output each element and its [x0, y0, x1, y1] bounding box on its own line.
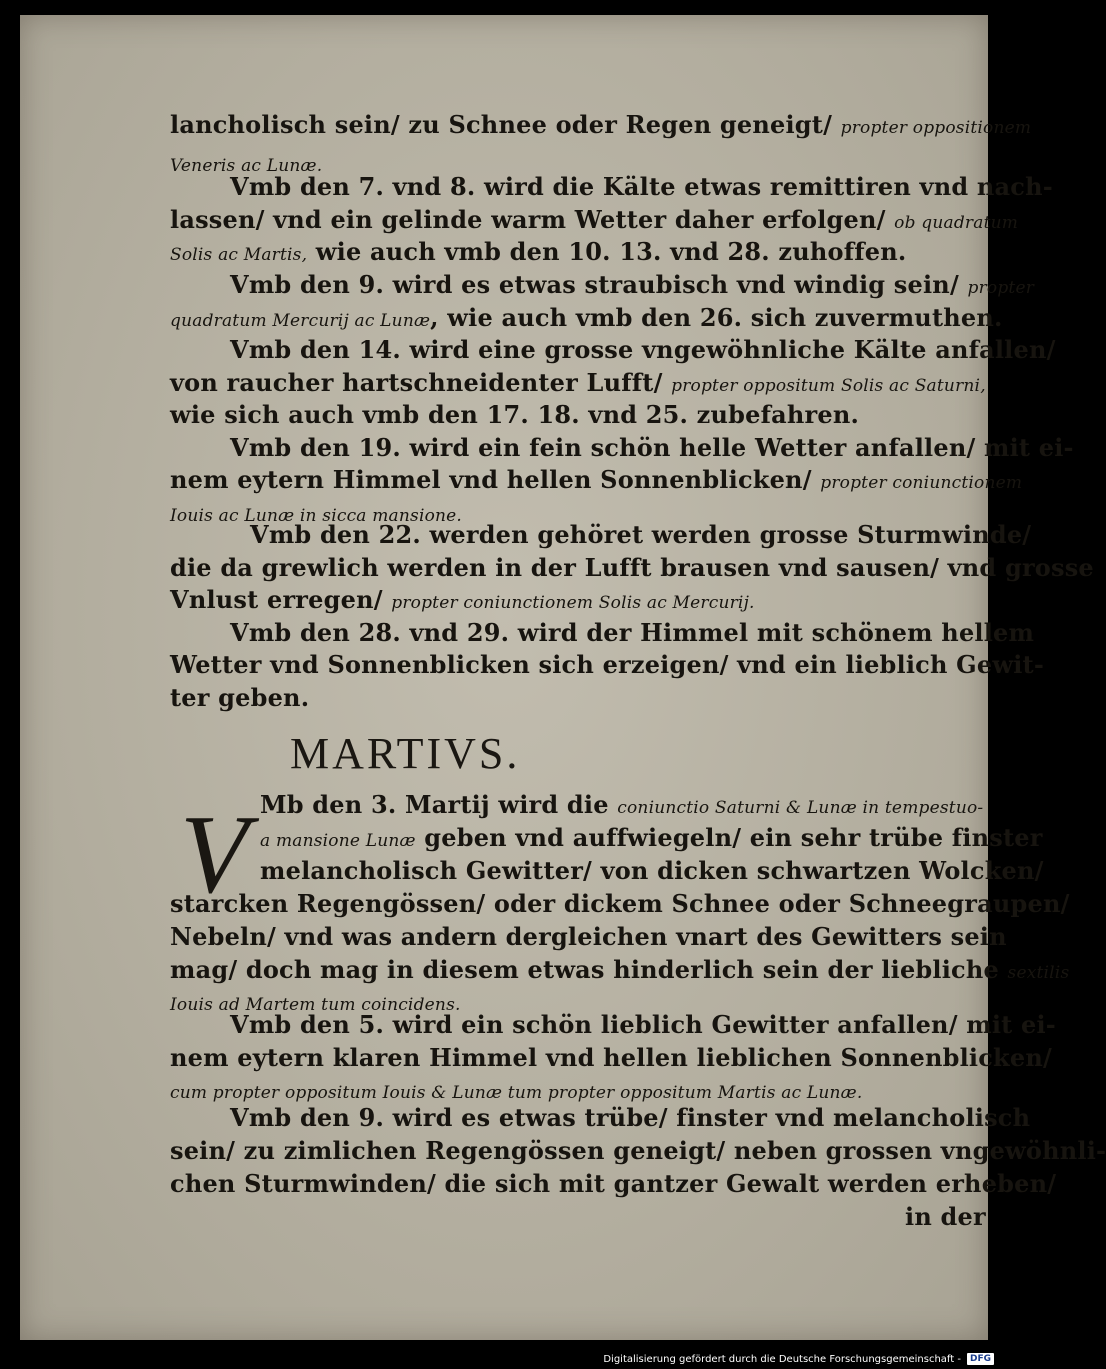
text-line: melancholisch Gewitter/ von dicken schwartzen Wolcken/ — [260, 856, 1044, 885]
text-line: Vmb den 14. wird eine grosse vngewöhnliche Kälte anfallen/ — [230, 335, 1056, 364]
book-page — [20, 15, 1106, 1340]
text-line: die da grewlich werden in der Lufft brausen vnd sausen/ vnd grosse — [170, 553, 1094, 582]
text-line: Iouis ac Lunæ in sicca mansione. — [170, 506, 463, 526]
text-line: starcken Regengössen/ oder dickem Schnee oder Schneegraupen/ — [170, 889, 1070, 918]
text-line: von raucher hartschneidenter Lufft/ propter oppositum Solis ac Saturni, — [170, 368, 986, 397]
text-line: Vmb den 22. werden gehöret werden grosse Sturmwinde/ — [250, 520, 1032, 549]
text-line: ter geben. — [170, 683, 310, 712]
catchword: in der — [905, 1202, 986, 1231]
text-line: Vmb den 7. vnd 8. wird die Kälte etwas remittiren vnd nach- — [230, 172, 1053, 201]
text-line: nem eytern Himmel vnd hellen Sonnenblicken/ propter coniunctionem — [170, 465, 1023, 494]
text-line: a mansione Lunæ geben vnd auffwiegeln/ ein sehr trübe finster — [260, 823, 1043, 852]
text-line: wie sich auch vmb den 17. 18. vnd 25. zubefahren. — [170, 400, 860, 429]
text-line: quadratum Mercurij ac Lunæ, wie auch vmb den 26. sich zuvermuthen. — [170, 303, 1003, 332]
text-line: Solis ac Martis, wie auch vmb den 10. 13. vnd 28. zuhoffen. — [170, 237, 907, 266]
text-line: Mb den 3. Martij wird die coniunctio Saturni & Lunæ in tempestuo- — [260, 790, 984, 819]
text-line: sein/ zu zimlichen Regengössen geneigt/ neben grossen vngewöhnli- — [170, 1136, 1106, 1165]
text-line: Vmb den 28. vnd 29. wird der Himmel mit schönem hellem — [230, 618, 1035, 647]
text-line: lancholisch sein/ zu Schnee oder Regen geneigt/ propter oppositionem — [170, 110, 1032, 139]
decorated-initial: V — [180, 793, 249, 917]
text-line: Vnlust erregen/ propter coniunctionem Solis ac Mercurij. — [170, 585, 755, 614]
text-line: Vmb den 5. wird ein schön lieblich Gewitter anfallen/ mit ei- — [230, 1010, 1056, 1039]
text-line: chen Sturmwinden/ die sich mit gantzer Gewalt werden erheben/ — [170, 1169, 1057, 1198]
footer-text: Digitalisierung gefördert durch die Deutsche Forschungsgemeinschaft - — [603, 1353, 961, 1365]
text-line: cum propter oppositum Iouis & Lunæ tum propter oppositum Martis ac Lunæ. — [170, 1083, 863, 1103]
text-line: nem eytern klaren Himmel vnd hellen lieblichen Sonnenblicken/ — [170, 1043, 1052, 1072]
footer-credit — [603, 1351, 994, 1367]
text-line: Iouis ad Martem tum coincidens. — [170, 995, 461, 1015]
dfg-logo: DFG — [967, 1353, 994, 1365]
text-line: Vmb den 19. wird ein fein schön helle Wetter anfallen/ mit ei- — [230, 433, 1074, 462]
text-line: Vmb den 9. wird es etwas straubisch vnd windig sein/ propter — [230, 270, 1035, 299]
text-line: Nebeln/ vnd was andern dergleichen vnart des Gewitters sein — [170, 922, 1007, 951]
text-line: Wetter vnd Sonnenblicken sich erzeigen/ vnd ein lieblich Gewit- — [170, 650, 1044, 679]
section-heading: MARTIVS. — [290, 729, 521, 778]
text-line: mag/ doch mag in diesem etwas hinderlich sein der liebliche sextilis — [170, 955, 1070, 984]
text-line: Vmb den 9. wird es etwas trübe/ finster vnd melancholisch — [230, 1103, 1031, 1132]
text-line: Veneris ac Lunæ. — [170, 156, 323, 176]
text-line: lassen/ vnd ein gelinde warm Wetter daher erfolgen/ ob quadratum — [170, 205, 1019, 234]
